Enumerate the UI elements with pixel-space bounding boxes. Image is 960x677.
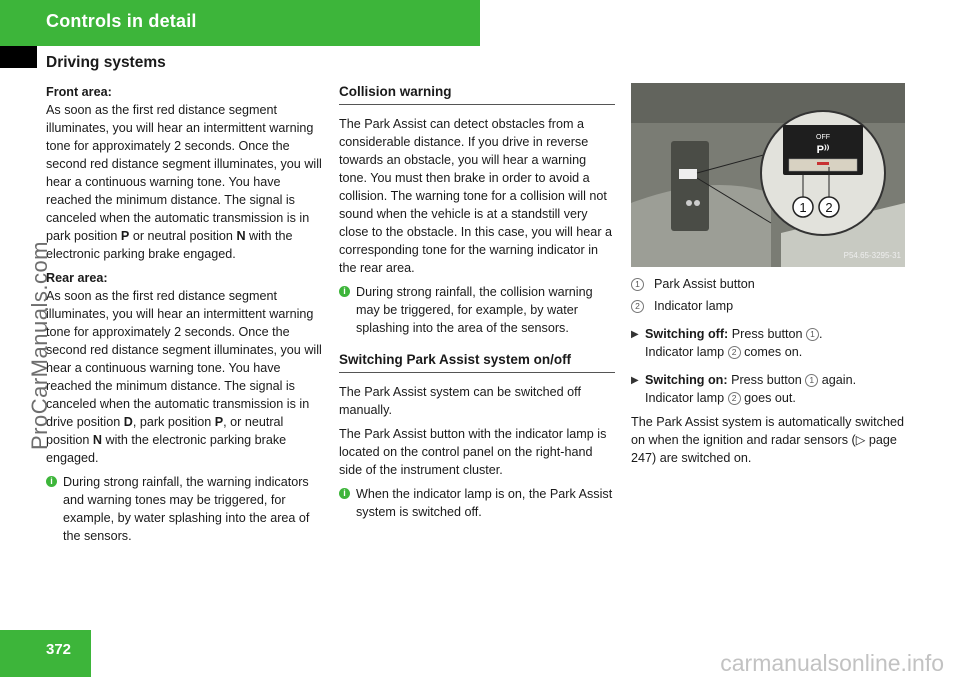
step-text: Press button [731, 373, 802, 387]
callout-number: 1 [805, 374, 818, 387]
legend-number: 1 [631, 278, 644, 291]
column-right [631, 83, 909, 473]
photo-callout-2: 2 [825, 200, 833, 215]
column-middle [339, 83, 615, 529]
info-icon: i [46, 476, 57, 487]
auto-switch-text [631, 413, 909, 467]
callout-number: 1 [806, 328, 819, 341]
switching-text-1: The Park Assist system can be switched off manually. [339, 385, 581, 417]
gear-n: N [236, 229, 246, 243]
column-left [46, 83, 323, 553]
photo-off-label: OFF [816, 134, 830, 141]
rear-area-text: As soon as the first red distance segment illuminates, you will hear an intermittent warning tone for approximately 2 seconds. Once the second red distance segment illuminates, you will hear a continuous warning tone. You have reached the minimum distance. The signal is canceled when the automatic transmission is in drive position [46, 289, 322, 429]
info-note-text: When the indicator lamp is on, the Park Assist system is switched off. [356, 487, 613, 519]
step-label: Switching on: [645, 373, 728, 387]
page-number-box [0, 630, 91, 677]
step-switching-on [631, 371, 909, 407]
page-reference-link[interactable]: page 247) are switched on. [631, 433, 897, 465]
legend-text: Park Assist button [654, 277, 755, 291]
info-icon: i [339, 488, 350, 499]
step-text: Indicator lamp [645, 391, 725, 405]
brake-text-2: with the electronic parking brake engaged. [46, 433, 287, 465]
legend-item [631, 297, 909, 315]
step-arrow-icon: ▶ [631, 329, 639, 340]
info-icon: i [339, 286, 350, 297]
or-neutral-text-2: , or neutral position [46, 415, 284, 447]
info-note [46, 473, 323, 545]
step-text: . [818, 327, 823, 341]
step-text: Press button [731, 327, 803, 341]
rear-area-heading: Rear area: [46, 271, 108, 285]
park-position-text: , park position [132, 415, 212, 429]
step-label: Switching off: [645, 327, 729, 341]
legend-text: Indicator lamp [654, 299, 734, 313]
collision-warning-text: The Park Assist can detect obstacles from a considerable distance. If you drive in reverse towards an obstacle, you will hear a warning tone. You must then brake in order to avoid a collision. The warning tone for a collision will not sound when the vehicle is at a standstill very close to the obstacle. In this case, you will hear a corresponding tone for the warning indicator in the rear area. [339, 117, 613, 275]
callout-number: 2 [728, 392, 741, 405]
rear-area-paragraph [46, 269, 323, 467]
gear-d: D [123, 415, 133, 429]
front-area-heading: Front area: [46, 85, 112, 99]
or-neutral-text: or neutral position [132, 229, 233, 243]
front-area-paragraph [46, 83, 323, 263]
auto-text: The Park Assist system is automatically switched on when the ignition and radar sensors ( [631, 415, 904, 447]
photo-code: P54.65-3295-31 [843, 251, 901, 260]
legend-number: 2 [631, 300, 644, 313]
step-switching-off [631, 325, 909, 361]
switching-heading: Switching Park Assist system on/off [339, 351, 615, 373]
park-assist-photo [631, 83, 905, 267]
gear-p-2: P [214, 415, 224, 429]
front-area-text: As soon as the first red distance segment illuminates, you will hear an intermittent warning tone for approximately 2 seconds. Once the second red distance segment illuminates, you will hear a continuous warning tone. You have reached the minimum distance. The signal is canceled when the automatic transmission is in park position [46, 103, 322, 243]
step-text: again. [821, 373, 857, 387]
dashboard-illustration [631, 83, 905, 267]
info-note [339, 283, 615, 337]
section-tab-marker [0, 46, 37, 68]
step-arrow-icon: ▶ [631, 375, 639, 386]
step-text: Indicator lamp [645, 345, 725, 359]
collision-warning-heading: Collision warning [339, 83, 615, 105]
page-ref-arrow-icon: ▷ [855, 433, 866, 447]
section-title: Driving systems [46, 54, 166, 71]
info-note [339, 485, 615, 521]
side-watermark: ProCarManuals.com [27, 240, 52, 450]
bottom-watermark: carmanualsonline.info [720, 650, 944, 676]
photo-callout-1: 1 [799, 200, 807, 215]
callout-number: 2 [728, 346, 741, 359]
step-text: goes out. [744, 391, 796, 405]
info-note-text: During strong rainfall, the warning indicators and warning tones may be triggered, for example, by water splashing into the area of the sensors. [63, 475, 310, 543]
switching-text-2: The Park Assist button with the indicator lamp is located on the control panel on the right-hand side of the instrument cluster. [339, 427, 607, 477]
legend-item [631, 275, 909, 293]
step-text: comes on. [744, 345, 803, 359]
page-number: 372 [46, 641, 72, 658]
brake-text: with the electronic parking brake engaged. [46, 229, 293, 261]
gear-n-2: N [92, 433, 103, 447]
gear-p: P [120, 229, 130, 243]
svg-text:P⁾⁾: P⁾⁾ [816, 144, 830, 156]
chapter-title: Controls in detail [46, 11, 197, 31]
info-note-text: During strong rainfall, the collision warning may be triggered, for example, by water splashing into the area of the sensors. [356, 285, 593, 335]
